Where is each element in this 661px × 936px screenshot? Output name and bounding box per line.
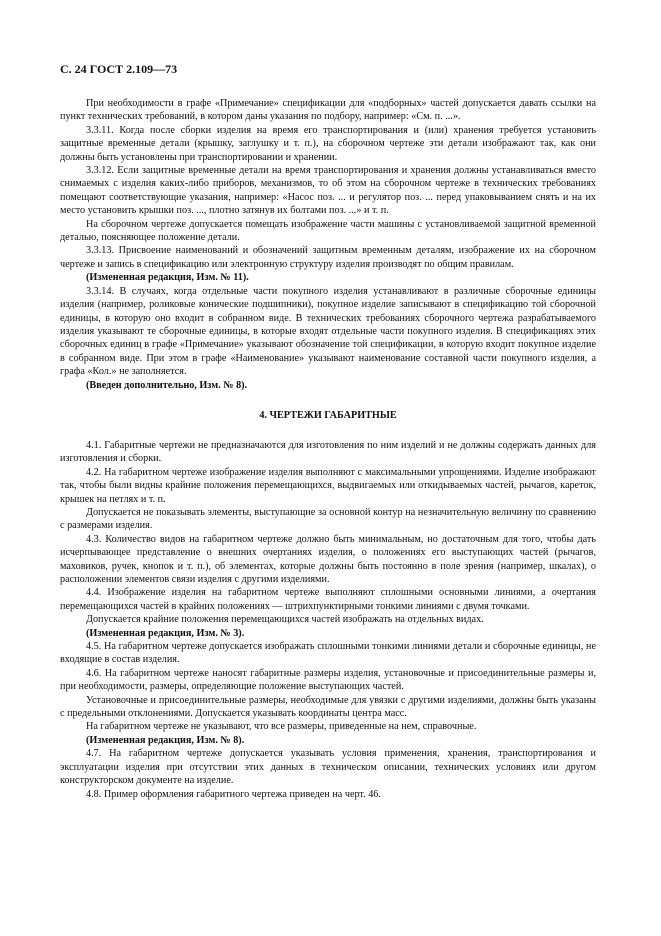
paragraph-4-4: 4.4. Изображение изделия на габаритном чертеже выполняют сплошными основными линиями, а очертания перемещающихся частей в крайних положениях — штрихпунктирными тонкими линиями с двумя точками. — [60, 587, 596, 612]
paragraph-4-5: 4.5. На габаритном чертеже допускается изображать сплошными тонкими линиями детали и сборочные единицы, не входящие в состав изделия. — [60, 641, 596, 666]
running-header: С. 24 ГОСТ 2.109—73 — [60, 62, 178, 76]
paragraph-3-3-12: 3.3.12. Если защитные временные детали на время транспортирования и хранения должны устанавливаться вместо снимаемых с изделия каких-либо приборов, механизмов, то об этом на сборочном чертеже в технических требованиях помещают соответствующие указания, например: «Насос поз. ... и регулятор поз. ... перед упаковыванием снять и на их место установить крышки поз. ..., плотно затянув их болтами поз. ...» и т. п. — [60, 165, 596, 217]
paragraph-4-2: 4.2. На габаритном чертеже изображение изделия выполняют с максимальными упрощениями. Изделие изображают так, чтобы были видны крайние положения перемещающихся, выдвигаемых или откидываемых частей, рычагов, кареток, крышек на петлях и т. п. — [60, 466, 596, 505]
paragraph-4-6-addendum: Установочные и присоединительные размеры, необходимые для увязки с другими изделиями, должны быть указаны с предельными отклонениями. Допускается указывать координаты центра масс. — [60, 694, 596, 720]
amendment-note-8: (Измененная редакция, Изм. № 8). — [86, 734, 245, 746]
amendment-note-11: (Измененная редакция, Изм. № 11). — [86, 272, 249, 284]
paragraph-4-6-reference-note: На габаритном чертеже не указывают, что все размеры, приведенные на нем, справочные. — [86, 721, 477, 733]
paragraph-3-3-12-addendum: На сборочном чертеже допускается помещать изображение части машины с установливаемой защитной временной деталью, поясняющее положение детали. — [60, 218, 596, 244]
paragraph-4-2-addendum: Допускается не показывать элементы, выступающие за основной контур на незначительную величину по сравнению с размерами изделия. — [60, 506, 596, 532]
paragraph-4-4-addendum: Допускается крайние положения перемещающихся частей изображать на отдельных видах. — [86, 614, 484, 626]
paragraph-4-6: 4.6. На габаритном чертеже наносят габаритные размеры изделия, установочные и присоединительные размеры и, при необходимости, размеры, определяющие положение выступающих частей. — [60, 667, 596, 693]
document-body — [60, 97, 596, 801]
amendment-note-8-added: (Введен дополнительно, Изм. № 8). — [86, 379, 248, 391]
section-heading-4: 4. ЧЕРТЕЖИ ГАБАРИТНЫЕ — [259, 409, 397, 421]
paragraph-subassembly-note: При необходимости в графе «Примечание» спецификации для «подборных» частей допускается давать ссылки на пункт технических требований, в котором даны указания по подбору, например: «См. п. ...». — [60, 98, 596, 123]
paragraph-4-1: 4.1. Габаритные чертежи не предназначаются для изготовления по ним изделий и не должны содержать данных для изготовления и сборки. — [60, 439, 596, 465]
amendment-note-3: (Измененная редакция, Изм. № 3). — [86, 627, 245, 639]
paragraph-3-3-11: 3.3.11. Когда после сборки изделия на время его транспортирования и (или) хранения требуется установить защитные временные детали (крышку, заглушку и т. п.), на сборочном чертеже эти детали изображают так, как они должны быть установлены при транспортировании и хранении. — [60, 124, 596, 163]
document-page — [60, 62, 596, 801]
paragraph-3-3-13: 3.3.13. Присвоение наименований и обозначений защитным временным деталям, изображение их на сборочном чертеже и запись в спецификацию или электронную структуру изделия производят по общим правилам. — [60, 245, 596, 270]
paragraph-3-3-14: 3.3.14. В случаях, когда отдельные части покупного изделия устанавливают в различные сборочные единицы изделия (например, роликовые конические подшипники), покупное изделие записывают в спецификацию той сборочной единицы, в которую оно входит в собранном виде. В технических требованиях сборочного чертежа разрабатываемого изделия указывают те сборочные единицы, в которые входят отдельные части покупного изделия. В спецификациях этих сборочных единиц в графе «Примечание» указывают обозначение той спецификации, в которую входит покупное изделие в собранном виде. При этом в графе «Наименование» указывают наименование составной части покупного изделия, а графа «Кол.» не заполняется. — [60, 285, 596, 378]
paragraph-4-8: 4.8. Пример оформления габаритного чертежа приведен на черт. 46. — [86, 788, 381, 800]
paragraph-4-7: 4.7. На габаритном чертеже допускается указывать условия применения, хранения, транспортирования и эксплуатации изделия при отсутствии этих данных в техническом описании, технических условиях или другом конструкторском документе на изделие. — [60, 748, 596, 787]
paragraph-4-3: 4.3. Количество видов на габаритном чертеже должно быть минимальным, но достаточным для того, чтобы дать исчерпывающее представление о внешних очертаниях изделия, о положениях его выступающих частей (рычагов, маховиков, ручек, кнопок и т. п.), об элементах, которые должны быть постоянно в поле зрения (например, шкалах), о расположении элементов связи изделия с другими изделиями. — [60, 533, 596, 585]
